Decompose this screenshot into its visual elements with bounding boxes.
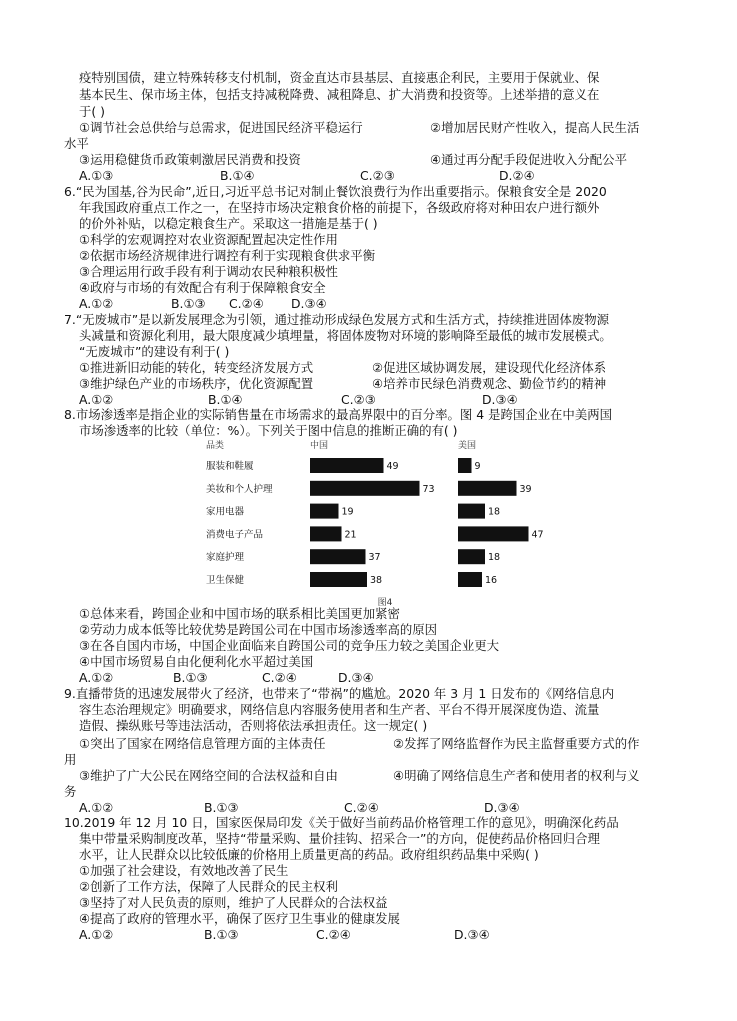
penetration-chart [200,438,560,608]
q8-option-4: ④中国市场贸易自由化便利化水平超过美国 [79,654,314,669]
chart-value-label-usa: 39 [519,483,532,495]
q5-option-4: ④通过再分配手段促进收入分配公平 [430,152,627,167]
chart-category-label: 服装和鞋履 [206,461,254,472]
q8-answer-d: D.③④ [338,670,374,685]
chart-value-label-china: 49 [386,461,399,472]
chart-value-label-china: 37 [368,552,381,564]
q5-stem-line-2: 基本民生、保市场主体，包括支持减税降费、减租降息、扩大消费和投资等。上述举措的意义在 [79,87,600,102]
q7-answer-c: C.②③ [341,392,376,407]
chart-bar-china [310,572,367,587]
chart-caption: 图4 [377,598,393,608]
q7-option-4: ④培养市民绿色消费观念、勤俭节约的精神 [372,376,607,391]
q6-answer-a: A.①② [79,296,114,311]
chart-value-label-usa: 47 [531,529,544,541]
q9-option-4-cont: 务 [64,784,77,799]
q8-option-3: ③在各自国内市场，中国企业面临来自跨国公司的竞争压力较之美国企业更大 [79,638,499,653]
chart-bar-usa [458,458,472,473]
q9-stem-line-1: 9.直播带货的迅速发展带火了经济，也带来了“带祸”的尴尬。2020 年 3 月 1 日发布的《网络信息内 [64,686,615,701]
q8-stem-line-2: 市场渗透率的比较（单位：%）。下列关于图中信息的推断正确的有( ) [79,423,458,438]
q6-answer-c: C.②④ [229,296,264,311]
q9-answer-b: B.①③ [204,800,239,815]
q9-option-2-cont: 用 [64,752,77,767]
chart-value-label-usa: 16 [485,575,498,586]
q9-stem-line-2: 容生态治理规定》明确要求，网络信息内容服务使用者和生产者、平台不得开展深度伪造、流量 [79,702,600,717]
q9-option-2: ②发挥了网络监督作为民主监督重要方式的作 [393,736,640,751]
chart-value-label-usa: 18 [488,552,501,564]
chart-value-label-usa: 18 [488,506,501,518]
q9-option-3: ③维护了广大公民在网络空间的合法权益和自由 [79,768,338,783]
chart-series-header-china: 中国 [310,441,329,451]
q10-stem-line-1: 10.2019 年 12 月 10 日，国家医保局印发《关于做好当前药品价格管理工作的意见》，明确深化药品 [64,815,619,830]
q8-answer-a: A.①② [79,670,114,685]
q5-answer-d: D.②④ [499,168,535,183]
chart-bar-china [310,458,384,473]
q5-option-2: ②增加居民财产性收入，提高人民生活 [430,120,640,135]
chart-value-label-china: 73 [422,483,435,495]
q10-option-3: ③坚持了对人民负责的原则，维护了人民群众的合法权益 [79,895,388,910]
q6-answer-b: B.①③ [171,296,206,311]
q6-option-2: ②依据市场经济规律进行调控有利于实现粮食供求平衡 [79,248,376,263]
chart-bar-usa [458,549,485,564]
q9-stem-line-3: 造假、操纵账号等违法活动，否则将依法承担责任。这一规定( ) [79,718,428,733]
chart-bar-china [310,481,420,496]
q7-stem-line-1: 7.“无废城市”是以新发展理念为引领，通过推动形成绿色发展方式和生活方式，持续推进固体废物源 [64,312,610,327]
q5-answer-b: B.①④ [220,168,255,183]
q6-answer-d: D.③④ [291,296,327,311]
q10-answer-c: C.②④ [316,927,351,942]
q8-option-1: ①总体来看，跨国企业和中国市场的联系相比美国更加紧密 [79,606,400,621]
chart-bar-usa [458,504,485,519]
chart-category-label: 家用电器 [206,506,245,518]
chart-bar-usa [458,572,482,587]
chart-value-label-usa: 9 [474,461,481,472]
q10-stem-line-2: 集中带量采购制度改革，坚持“带量采购、量价挂钩、招采合一”的方向，促使药品价格回归合理 [79,831,600,846]
q7-answer-d: D.③④ [482,392,518,407]
chart-bar-usa [458,481,517,496]
q6-stem-line-1: 6.“民为国基,谷为民命”,近日,习近平总书记对制止餐饮浪费行为作出重要指示。保粮食安全是 2020 [64,184,607,199]
chart-category-label: 卫生保健 [206,575,245,586]
q9-answer-d: D.③④ [484,800,520,815]
q5-option-1: ①调节社会总供给与总需求，促进国民经济平稳运行 [79,120,363,135]
chart-bar-china [310,526,342,541]
q7-answer-b: B.①④ [208,392,243,407]
chart-bar-usa [458,526,529,541]
chart-value-label-china: 21 [344,529,357,541]
q9-answer-a: A.①② [79,800,114,815]
q5-answer-c: C.②③ [360,168,395,183]
q6-option-4: ④政府与市场的有效配合有利于保障粮食安全 [79,280,326,295]
q10-answer-d: D.③④ [454,927,490,942]
q5-option-3: ③运用稳健货币政策刺激居民消费和投资 [79,152,301,167]
q5-stem-line-1: 疫特别国债，建立特殊转移支付机制，资金直达市县基层、直接惠企利民，主要用于保就业、保 [79,70,600,85]
q8-stem-line-1: 8.市场渗透率是指企业的实际销售量在市场需求的最高界限中的百分率。图 4 是跨国企业在中美两国 [64,407,612,422]
q10-option-4: ④提高了政府的管理水平，确保了医疗卫生事业的健康发展 [79,911,400,926]
q8-answer-c: C.②④ [262,670,297,685]
q7-option-1: ①推进新旧动能的转化，转变经济发展方式 [79,360,314,375]
q7-stem-line-3: “无废城市”的建设有利于( ) [79,344,230,359]
q6-stem-line-2: 年我国政府重点工作之一，在坚持市场决定粮食价格的前提下，各级政府将对种田农户进行额外 [79,200,600,215]
penetration-chart-svg [200,438,560,608]
chart-category-label: 消费电子产品 [206,529,264,541]
q6-stem-line-3: 的价外补贴，以稳定粮食生产。采取这一措施是基于( ) [79,216,378,231]
chart-value-label-china: 19 [341,506,354,518]
q7-answer-a: A.①② [79,392,114,407]
chart-category-label: 家庭护理 [206,552,245,564]
q6-option-3: ③合理运用行政手段有利于调动农民种粮积极性 [79,264,338,279]
q10-answer-b: B.①③ [204,927,239,942]
q7-stem-line-2: 头减量和资源化利用，最大限度减少填埋量，将固体废物对环境的影响降至最低的城市发展模式。 [79,328,612,343]
q5-option-2-cont: 水平 [64,136,89,151]
chart-bar-china [310,504,339,519]
chart-category-header: 品类 [206,441,225,451]
q6-option-1: ①科学的宏观调控对农业资源配置起决定性作用 [79,232,338,247]
q7-option-3: ③维护绿色产业的市场秩序，优化资源配置 [79,376,314,391]
q10-answer-a: A.①② [79,927,114,942]
q10-option-1: ①加强了社会建设，有效地改善了民生 [79,863,289,878]
chart-series-header-usa: 美国 [458,441,477,451]
q8-option-2: ②劳动力成本低等比较优势是跨国公司在中国市场渗透率高的原因 [79,622,438,637]
q9-option-1: ①突出了国家在网络信息管理方面的主体责任 [79,736,326,751]
q10-option-2: ②创新了工作方法，保障了人民群众的民主权利 [79,879,338,894]
chart-category-label: 美妆和个人护理 [206,483,273,495]
q5-answer-a: A.①③ [79,168,114,183]
chart-value-label-china: 38 [370,575,383,586]
q9-option-4: ④明确了网络信息生产者和使用者的权利与义 [393,768,640,783]
q10-stem-line-3: 水平，让人民群众以比较低廉的价格用上质量更高的药品。政府组织药品集中采购( ) [79,847,539,862]
q9-answer-c: C.②④ [344,800,379,815]
q5-stem-line-3: 于( ) [79,104,105,119]
q7-option-2: ②促进区域协调发展，建设现代化经济体系 [372,360,607,375]
q8-answer-b: B.①③ [173,670,208,685]
chart-bar-china [310,549,366,564]
